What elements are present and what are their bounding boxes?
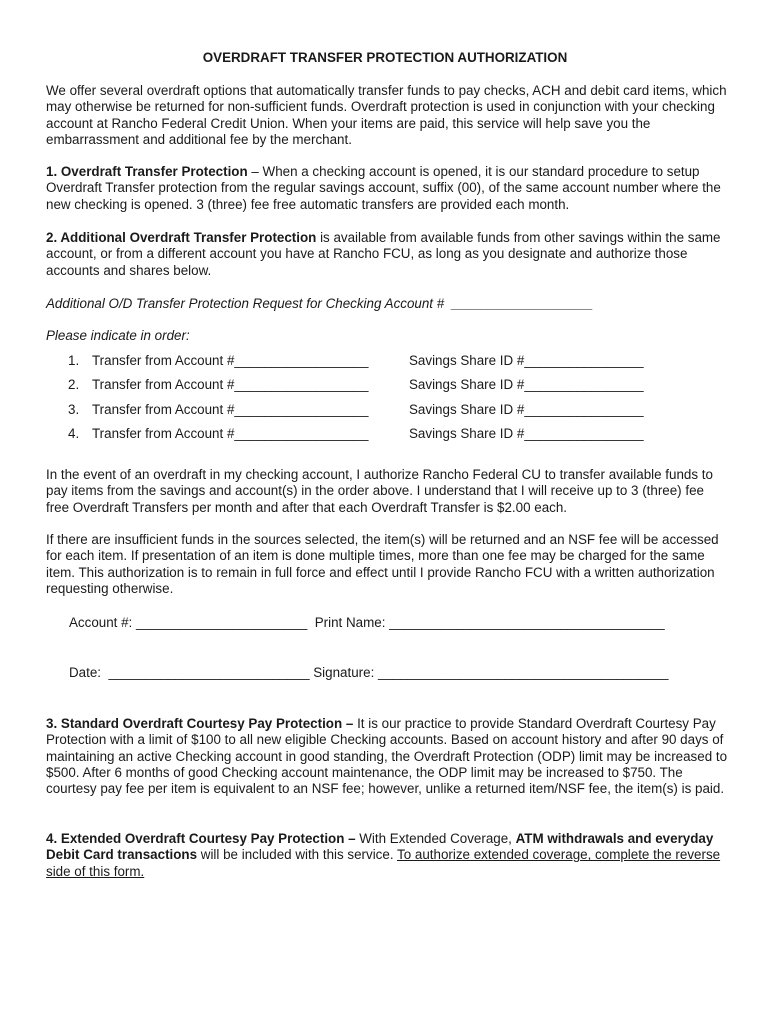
transfer-account-field[interactable]: Transfer from Account #__________________	[92, 402, 369, 417]
transfer-account-field[interactable]: Transfer from Account #__________________	[92, 377, 369, 392]
reverse-side-link[interactable]: To authorize extended coverage, complete the reverse side of this form.	[46, 847, 721, 879]
section-1-paragraph	[46, 164, 730, 213]
savings-share-id-field[interactable]: Savings Share ID #________________	[409, 402, 644, 417]
section-1-heading: 1. Overdraft Transfer Protection	[46, 164, 248, 179]
section-3-heading: 3. Standard Overdraft Courtesy Pay Protection –	[46, 716, 354, 731]
transfer-account-field[interactable]: Transfer from Account #__________________	[92, 353, 369, 368]
section-1-text: – When a checking account is opened, it is our standard procedure to setup Overdraft Transfer protection from the regular savings account, suffix (00), of the same account number where the new checking is opened. 3 (three) fee free automatic transfers are provided each month.	[46, 164, 721, 212]
indicate-order-label: Please indicate in order:	[46, 328, 190, 343]
section-2-paragraph	[46, 230, 730, 279]
transfer-number: 2.	[68, 377, 80, 392]
section-4-paragraph	[46, 831, 730, 880]
transfer-account-field[interactable]: Transfer from Account #__________________	[92, 426, 369, 441]
date-signature-fields[interactable]: Date: ___________________________ Signature: _______________________________________	[69, 665, 669, 680]
section-2-text: is available from available funds from other savings within the same account, or from a different account you have at Rancho FCU, as long as you designate and authorize those accounts and shares below.	[46, 230, 721, 278]
request-checking-account-field[interactable]: Additional O/D Transfer Protection Request for Checking Account # ___________________	[46, 296, 594, 311]
section-3-text: It is our practice to provide Standard Overdraft Courtesy Pay Protection with a limit of $100 to all new eligible Checking accounts. Based on account history and after 90 days of maintaining an active Checking account in good standing, the Overdraft Protection (ODP) limit may be increased to $500. After 6 months of good Checking account maintenance, the ODP limit may be increased to $750. The courtesy pay fee per item is equivalent to an NSF fee; however, unlike a returned item/NSF fee, the item(s) is paid.	[46, 716, 728, 797]
transfer-number: 3.	[68, 402, 80, 417]
insufficient-funds-paragraph: If there are insufficient funds in the sources selected, the item(s) will be returned and an NSF fee will be accessed for each item. If presentation of an item is done multiple times, more than one fee may be charged for the same item. This authorization is to remain in full force and effect until I provide Rancho FCU with a written authorization requesting otherwise.	[46, 532, 719, 596]
transfer-number: 1.	[68, 353, 80, 368]
account-print-name-fields[interactable]: Account #: _______________________ Print Name: _____________________________________	[69, 615, 665, 630]
section-4-heading: 4. Extended Overdraft Courtesy Pay Protection –	[46, 831, 356, 846]
section-3-paragraph	[46, 716, 730, 797]
section-4-text-c: will be included with this service.	[197, 847, 398, 863]
authorization-paragraph: In the event of an overdraft in my checking account, I authorize Rancho Federal CU to transfer available funds to pay items from the savings and account(s) in the order above. I understand that I will receive up to 3 (three) fee free Overdraft Transfers per month and after that each Overdraft Transfer is $2.00 each.	[46, 467, 713, 515]
section-4-bold-text: ATM withdrawals and everyday Debit Card transactions	[46, 831, 714, 863]
savings-share-id-field[interactable]: Savings Share ID #________________	[409, 377, 644, 392]
transfer-number: 4.	[68, 426, 80, 441]
section-4-text-a: With Extended Coverage,	[355, 831, 516, 846]
section-2-heading: 2. Additional Overdraft Transfer Protection	[46, 230, 317, 245]
page-title: OVERDRAFT TRANSFER PROTECTION AUTHORIZATION	[202, 50, 568, 65]
savings-share-id-field[interactable]: Savings Share ID #________________	[409, 353, 644, 368]
savings-share-id-field[interactable]: Savings Share ID #________________	[409, 426, 644, 441]
intro-paragraph: We offer several overdraft options that automatically transfer funds to pay checks, ACH and debit card items, which may otherwise be returned for non-sufficient funds. Overdraft protection is used in conjunction with your checking account at Rancho Federal Credit Union. When your items are paid, this service will help save you the embarrassment and additional fee by the merchant.	[46, 83, 727, 147]
